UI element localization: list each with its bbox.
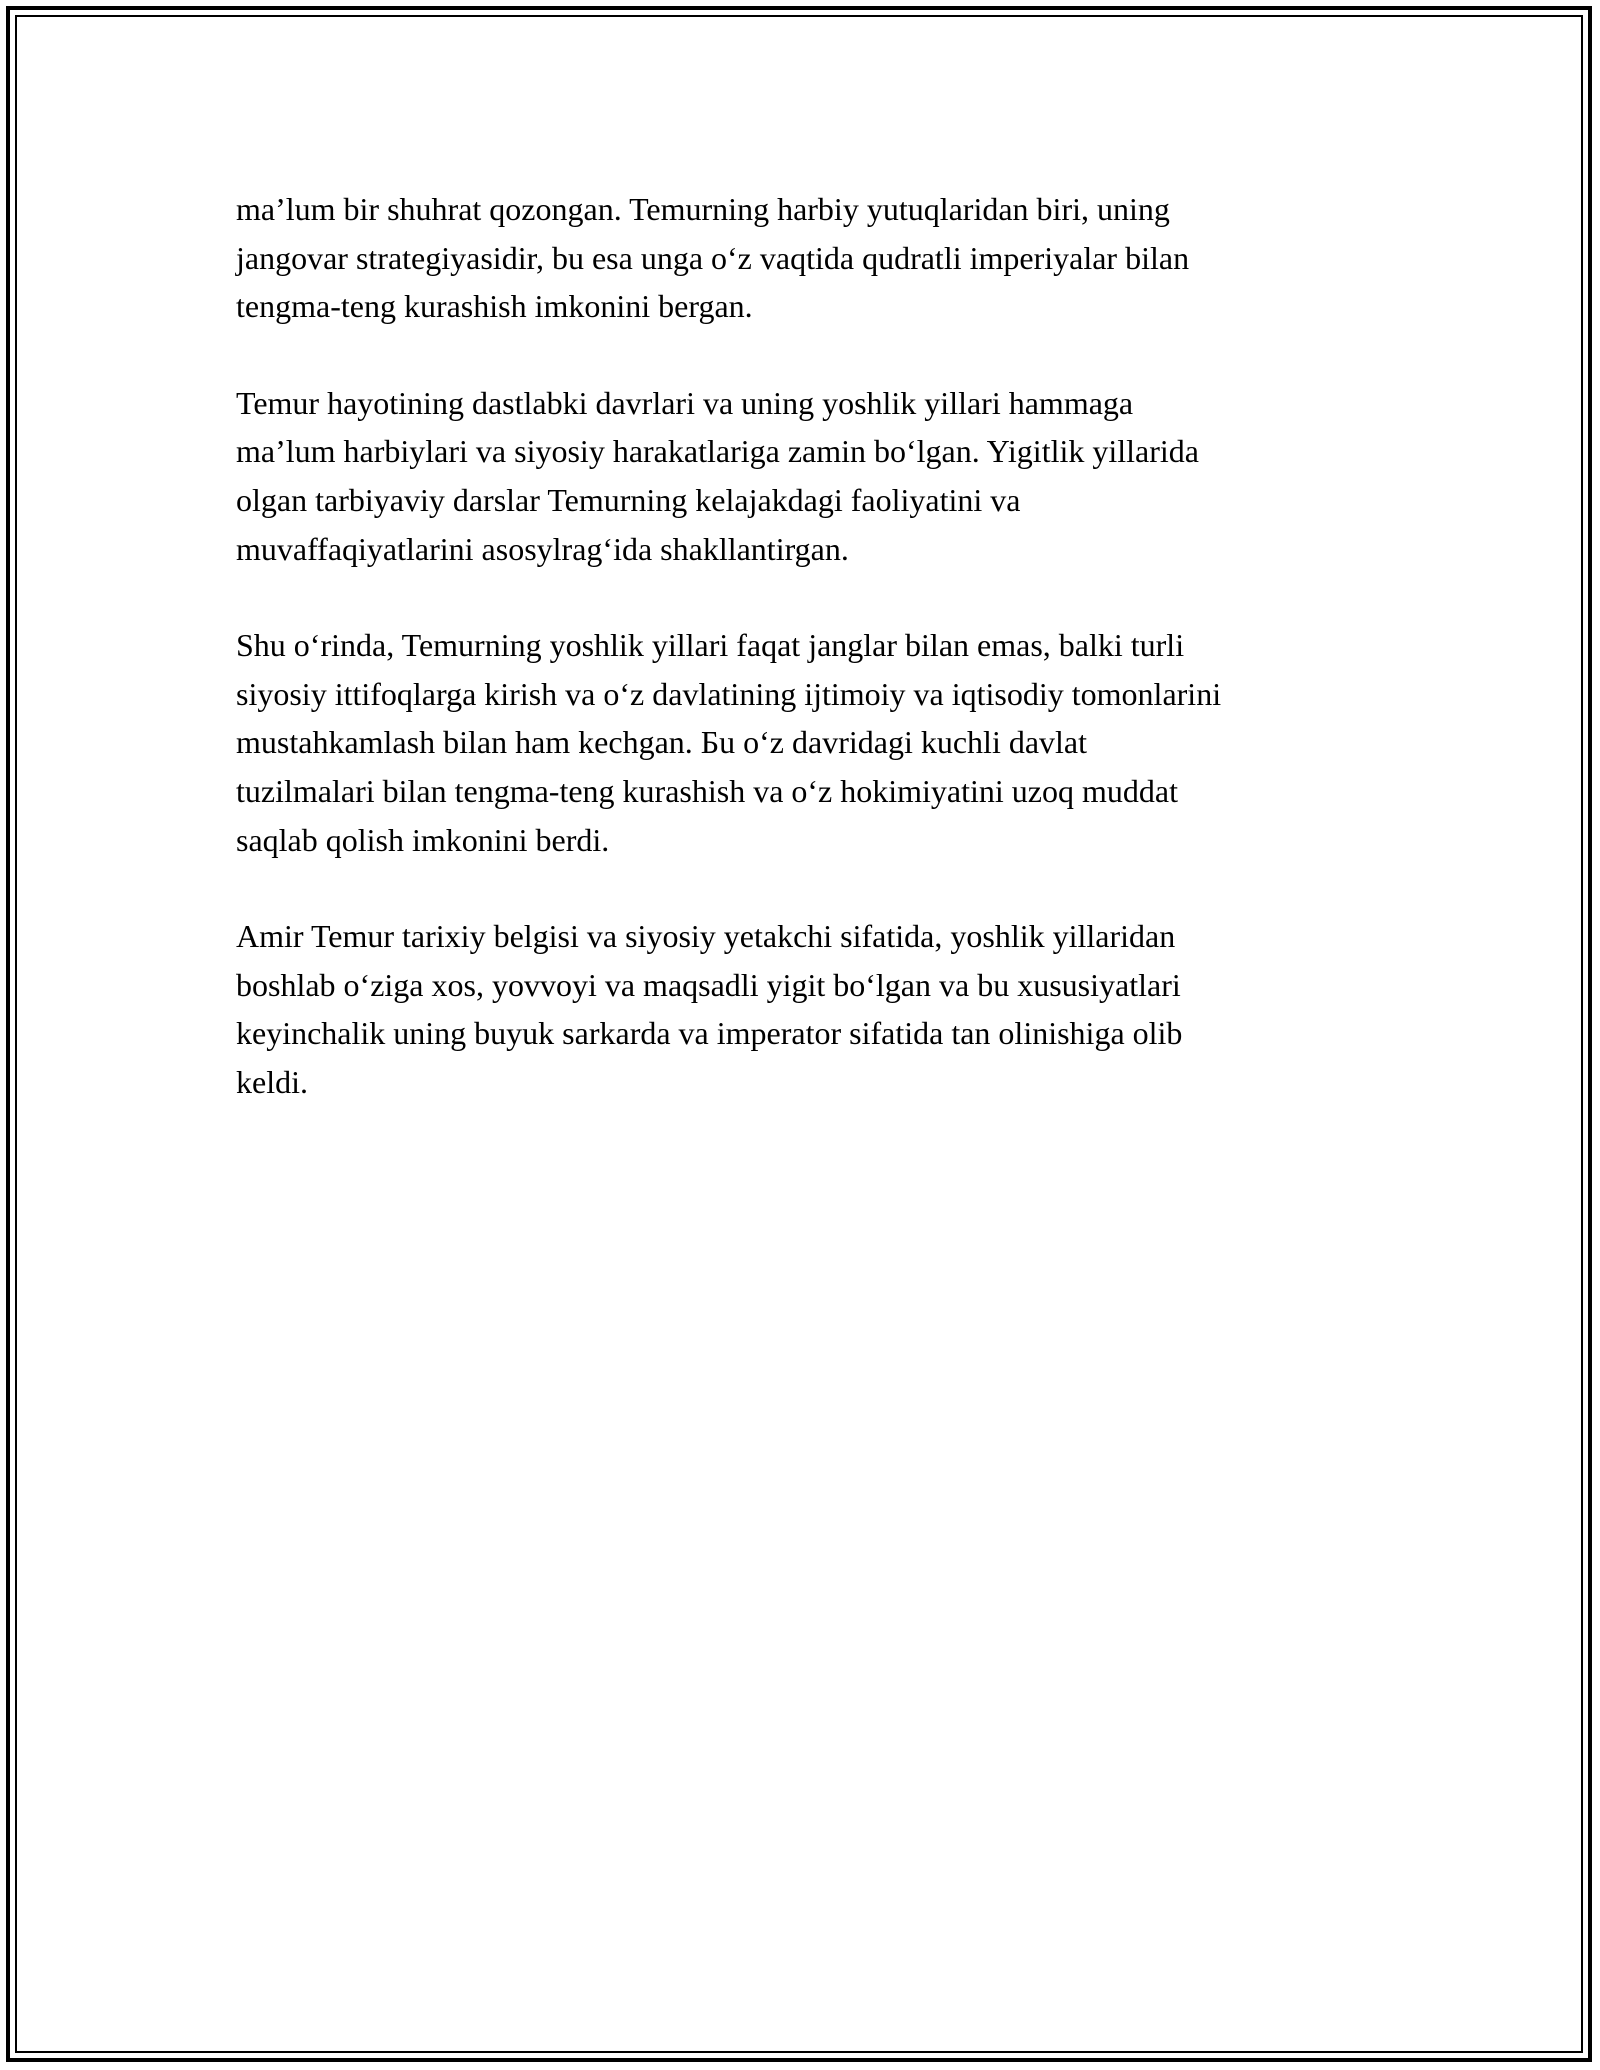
text-line: jangovar strategiyasidir, bu esa unga o‘z vaqtida qudratli imperiyalar bilan xyxy=(236,239,1190,276)
text-line: keyinchalik uning buyuk sarkarda va imperator sifatida tan olinishiga olib xyxy=(236,1015,1183,1052)
text-line: tuzilmalari bilan tengma-teng kurashish va o‘z hokimiyatini uzoq muddat xyxy=(236,772,1178,809)
text-line: muvaffaqiyatlarini asosylrag‘ida shakllantirgan. xyxy=(236,530,849,567)
paragraph-1 xyxy=(236,185,1386,331)
document-body xyxy=(236,185,1386,1155)
text-line: saqlab qolish imkonini berdi. xyxy=(236,821,610,858)
text-line: keldi. xyxy=(236,1063,308,1100)
paragraph-4 xyxy=(236,912,1386,1106)
text-line: ma’lum bir shuhrat qozongan. Temurning harbiy yutuqlaridan biri, uning xyxy=(236,191,1170,227)
paragraph-3 xyxy=(236,621,1386,864)
text-line: Shu o‘rinda, Temurning yoshlik yillari faqat janglar bilan emas, balki turli xyxy=(236,627,1185,664)
text-line: boshlab o‘ziga xos, yovvoyi va maqsadli yigit bo‘lgan va bu xususiyatlari xyxy=(236,966,1181,1003)
text-line: tengma-teng kurashish imkonini bergan. xyxy=(236,288,753,325)
paragraph-2 xyxy=(236,379,1386,573)
text-line: siyosiy ittifoqlarga kirish va o‘z davlatining ijtimoiy va iqtisodiy tomonlarini xyxy=(236,675,1222,712)
text-line: ma’lum harbiylari va siyosiy harakatlariga zamin bo‘lgan. Yigitlik yillarida xyxy=(236,433,1199,470)
text-line: Amir Temur tarixiy belgisi va siyosiy yetakchi sifatida, yoshlik yillaridan xyxy=(236,918,1176,955)
text-line: olgan tarbiyaviy darslar Temurning kelajakdagi faoliyatini va xyxy=(236,481,1021,518)
text-line: Temur hayotining dastlabki davrlari va uning yoshlik yillari hammaga xyxy=(236,384,1134,421)
text-line: mustahkamlash bilan ham kechgan. Бu o‘z davridagi kuchli davlat xyxy=(236,724,1088,761)
